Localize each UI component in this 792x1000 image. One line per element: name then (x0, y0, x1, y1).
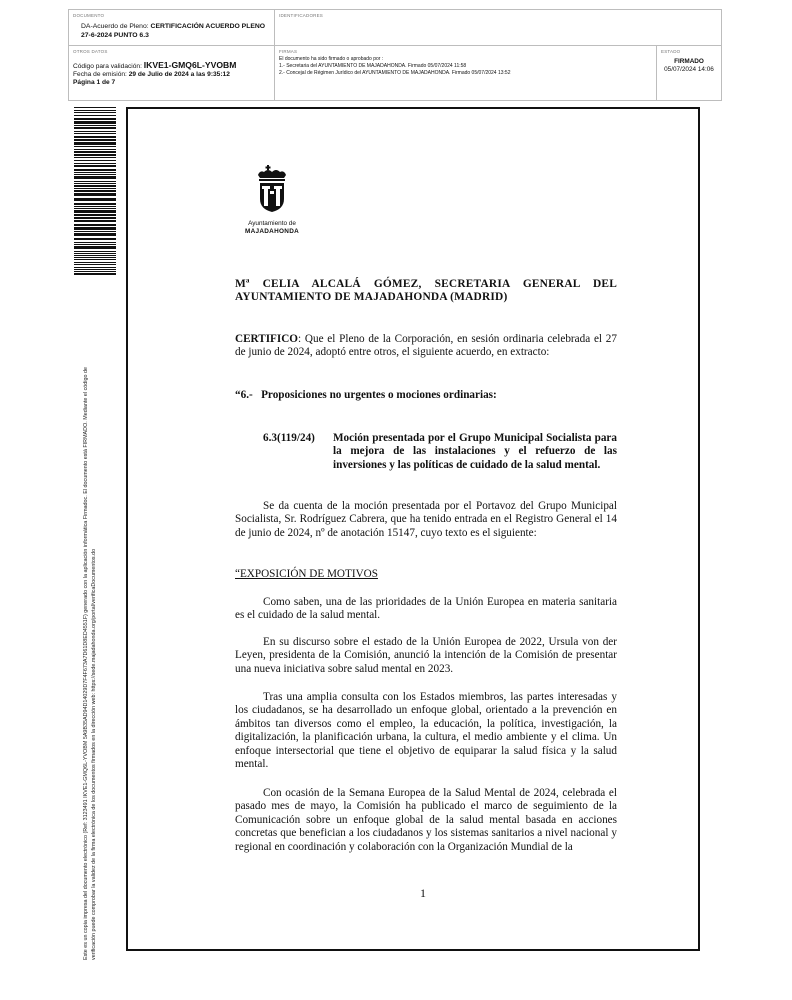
estado-value: FIRMADO (674, 58, 704, 65)
document-title-text: CERTIFICACIÓN ACUERDO PLENO 27-6-2024 PUNTO 6.3 (81, 23, 266, 39)
emision-date: 29 de Julio de 2024 a las 9:35:12 (128, 71, 230, 78)
barcode-bar (74, 181, 116, 182)
barcode-bar (74, 163, 116, 164)
otros-datos-label: OTROS DATOS (73, 49, 108, 54)
barcode-bar (74, 193, 116, 196)
barcode-bar (74, 198, 116, 201)
section-6-3 (235, 432, 617, 472)
otros-datos-body (73, 61, 273, 87)
barcode-bar (74, 264, 116, 265)
barcode-bar (74, 131, 116, 132)
paragraph-como: Como saben, una de las prioridades de la Unión Europea en materia sanitaria es el cuidado de la salud mental. (235, 596, 617, 622)
logo-line-1: Ayuntamiento de (248, 220, 296, 227)
estado-date: 05/07/2024 14:06 (664, 66, 714, 73)
validation-line (73, 61, 273, 71)
certifico-paragraph (235, 333, 617, 360)
barcode-bar (74, 188, 116, 189)
crest-icon (240, 165, 304, 213)
certifico-label: CERTIFICO (235, 333, 299, 345)
barcode-bar (74, 269, 116, 270)
barcode-bar (74, 242, 116, 243)
barcode-bar (74, 262, 116, 263)
documento-cell (69, 10, 275, 46)
firmas-cell (275, 46, 657, 100)
document-header-table (68, 9, 722, 101)
barcode-bar (74, 251, 116, 252)
estado-body (653, 58, 725, 74)
barcode-bar (74, 139, 116, 141)
barcode-bar (74, 183, 116, 184)
side-text-line-1: Este es un copia impresa del documento electrónico (Ref: 3123491 IKVE1-GMQ6L-YVOBM 5A9B35AD94D14029D7F4F673A7D61D8ED4551F) generado con la aplicación informática Firmadoc. El documento está FIRMADO. Mediante el código de (83, 367, 89, 960)
side-text-line-2: verificación puede comprobar la validez de la firma electrónica de los documentos firmados en la dirección web: https://sede.majadahonda.org/portal/verificaDocumentos.do (91, 548, 97, 960)
barcode-bar (74, 185, 116, 187)
otros-datos-cell (69, 46, 275, 100)
exposicion-title: “EXPOSICIÓN DE MOTIVOS (235, 568, 378, 580)
identificadores-cell (275, 10, 721, 46)
firmas-body (279, 56, 657, 77)
document-heading: Mª CELIA ALCALÁ GÓMEZ, SECRETARIA GENERAL DEL AYUNTAMIENTO DE MAJADAHONDA (MADRID) (235, 278, 617, 304)
paragraph-tras: Tras una amplia consulta con los Estados miembros, las partes interesadas y los ciudadanos, se ha desarrollado un enfoque global, orientado a la prevención en ámbitos tan diversos como el empleo, la educación, la política, investigación, la digitalización, la planificación urbana, la cultura, el medio ambiente y el clima. Un enfoque intersectorial que tiene el objetivo de equiparar la salud física y la salud mental. (235, 691, 617, 771)
logo-text (240, 220, 304, 235)
barcode-bar (74, 259, 116, 260)
barcode-bar (74, 151, 116, 153)
barcode-bar (74, 273, 116, 275)
barcode-bar (74, 176, 116, 179)
document-title-prefix: DA-Acuerdo de Pleno: (81, 23, 151, 30)
barcode-bar (74, 203, 116, 205)
barcode-bar (74, 174, 116, 175)
barcode-bar (74, 136, 116, 138)
barcode-bar (74, 255, 116, 256)
page-number: 1 (420, 886, 426, 900)
barcode-bar (74, 253, 116, 254)
document-title (81, 23, 271, 40)
barcode-bar (74, 146, 116, 147)
barcode-bar (74, 118, 116, 120)
barcode-bar (74, 244, 116, 245)
barcode-bar (74, 110, 116, 111)
paragraph-discurso: En su discurso sobre el estado de la Unión Europea de 2022, Ursula von der Leyen, presidenta de la Comisión, anunció la intención de la Comisión de presentar una nueva iniciativa sobre salud mental en 2023. (235, 636, 617, 675)
barcode-bar (74, 121, 116, 124)
barcode-bar (74, 217, 116, 219)
section-6-3-text: Moción presentada por el Grupo Municipal Socialista para la mejora de las instalaciones y el refuerzo de las inversiones y las políticas de cuidado de la salud mental. (333, 432, 617, 471)
barcode-bar (74, 169, 116, 171)
barcode-bar (74, 210, 116, 213)
emision-prefix: Fecha de emisión: (73, 71, 129, 78)
barcode-bar (74, 206, 116, 207)
barcode-bar (74, 149, 116, 150)
barcode-bar (74, 190, 116, 192)
page-info: Página 1 de 7 (73, 79, 116, 86)
section-6-title: “6.- Proposiciones no urgentes o mociones ordinarias: (235, 389, 497, 401)
barcode-bar (74, 112, 116, 113)
barcode-bar (74, 257, 116, 258)
barcode-bar (74, 224, 116, 226)
logo-line-2: MAJADAHONDA (244, 227, 300, 235)
ayuntamiento-logo (240, 165, 304, 235)
barcode-bar (74, 107, 116, 108)
barcode-bar (74, 227, 116, 230)
documento-label: DOCUMENTO (73, 13, 105, 18)
paragraph-cuenta: Se da cuenta de la moción presentada por el Portavoz del Grupo Municipal Socialista, Sr. Rodríguez Cabrera, que ha tenido entrada en el Registro General el 14 de junio de 2024, nº de anotación 15147, cuyo texto es el siguiente: (235, 500, 617, 539)
firma-2: 2.- Concejal de Régimen Jurídico del AYUNTAMIENTO DE MAJADAHONDA. Firmado 05/07/2024 13:52 (279, 70, 511, 76)
firmas-label: FIRMAS (279, 49, 298, 54)
paragraph-ocasion: Con ocasión de la Semana Europea de la Salud Mental de 2024, celebrada el pasado mes de mayo, la Comisión ha publicado el marco de seguimiento de la Comunicación sobre un enfoque global de la salud mental basada en acciones concretas que benefician a los ciudadanos y los sistemas sanitarios a nivel nacional y regional en coordinación y colaboración con la Organización Mundial de la (235, 787, 617, 853)
validation-prefix: Código para validación: (73, 63, 144, 70)
barcode-image (74, 107, 116, 277)
estado-cell (657, 46, 721, 100)
barcode-bar (74, 165, 116, 167)
firma-1: 1.- Secretaria del AYUNTAMIENTO DE MAJADAHONDA. Firmado 05/07/2024 11:58 (279, 63, 467, 69)
barcode-bar (74, 154, 116, 156)
barcode-bar (74, 127, 116, 129)
barcode-bar (74, 208, 116, 209)
barcode-bar (74, 214, 116, 216)
validation-code: IKVE1-GMQ6L-YVOBM (143, 60, 237, 70)
side-verification-text (82, 300, 98, 960)
barcode-bar (74, 233, 116, 236)
barcode-bar (74, 271, 116, 272)
emision-line (73, 71, 273, 79)
firmas-intro: El documento ha sido firmado o aprobado por : (279, 56, 384, 62)
barcode-bar (74, 238, 116, 240)
estado-label: ESTADO (661, 49, 681, 54)
barcode-bar (74, 133, 116, 134)
barcode-bar (74, 125, 116, 126)
certifico-text: : Que el Pleno de la Corporación, en sesión ordinaria celebrada el 27 de junio de 2024, adoptó entre otros, el siguiente acuerdo, en extracto: (235, 333, 617, 359)
barcode-bar (74, 246, 116, 249)
barcode-bar (74, 267, 116, 268)
barcode-bar (74, 172, 116, 173)
identificadores-label: IDENTIFICADORES (279, 13, 324, 18)
barcode-bar (74, 157, 116, 158)
barcode-bar (74, 115, 116, 116)
section-6-3-number: 6.3(119/24) (263, 432, 315, 444)
barcode-bar (74, 160, 116, 161)
barcode-bar (74, 231, 116, 232)
barcode-bar (74, 220, 116, 222)
barcode-bar (74, 142, 116, 145)
